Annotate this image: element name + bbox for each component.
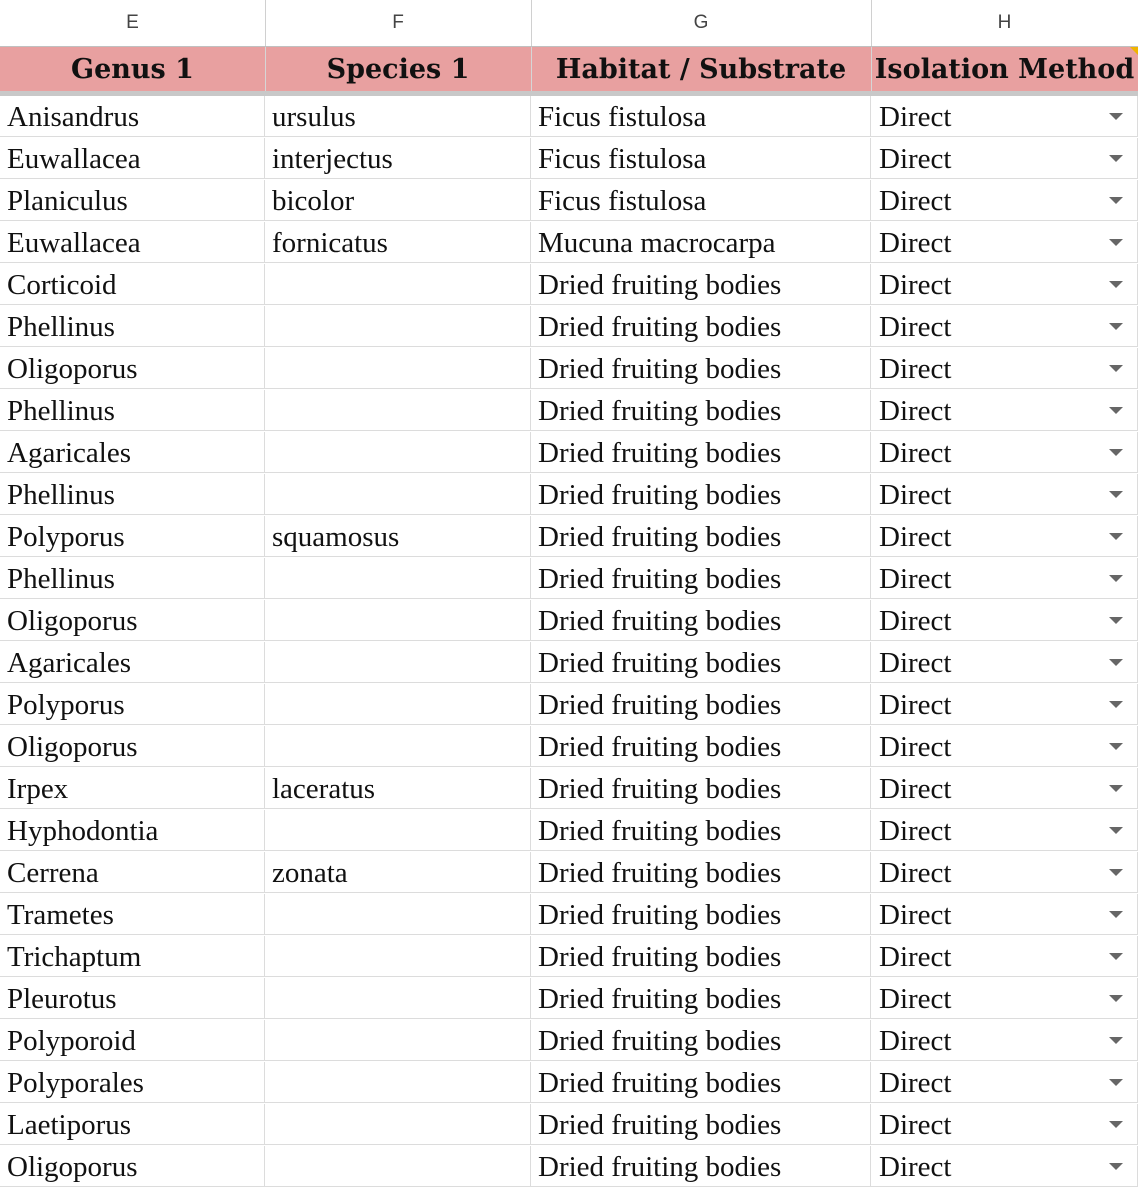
dropdown-value: Direct — [879, 1067, 952, 1099]
table-row — [0, 684, 1138, 726]
chevron-down-icon[interactable] — [1109, 617, 1123, 624]
chevron-down-icon[interactable] — [1109, 365, 1123, 372]
chevron-down-icon[interactable] — [1109, 281, 1123, 288]
table-row — [0, 1062, 1138, 1104]
dropdown-value: Direct — [879, 689, 952, 721]
cell-isolation-method-dropdown[interactable] — [871, 852, 1138, 893]
cell-genus[interactable]: Agaricales — [0, 432, 265, 473]
chevron-down-icon[interactable] — [1109, 533, 1123, 540]
chevron-down-icon[interactable] — [1109, 407, 1123, 414]
cell-genus[interactable]: Phellinus — [0, 306, 265, 347]
cell-habitat[interactable]: Dried fruiting bodies — [531, 474, 871, 515]
cell-species[interactable]: ursulus — [265, 96, 531, 137]
cell-genus[interactable]: Trichaptum — [0, 936, 265, 977]
cell-isolation-method-dropdown[interactable] — [871, 684, 1138, 725]
dropdown-value: Direct — [879, 899, 952, 931]
cell-habitat[interactable]: Ficus fistulosa — [531, 180, 871, 221]
cell-genus[interactable]: Oligoporus — [0, 726, 265, 767]
cell-habitat[interactable]: Dried fruiting bodies — [531, 978, 871, 1019]
cell-species[interactable] — [265, 978, 531, 1019]
table-row — [0, 936, 1138, 978]
cell-species[interactable] — [265, 558, 531, 599]
cell-habitat[interactable]: Dried fruiting bodies — [531, 558, 871, 599]
dropdown-value: Direct — [879, 1151, 952, 1183]
cell-habitat[interactable]: Dried fruiting bodies — [531, 726, 871, 767]
dropdown-value: Direct — [879, 185, 952, 217]
cell-species[interactable] — [265, 1020, 531, 1061]
cell-isolation-method-dropdown[interactable] — [871, 978, 1138, 1019]
cell-habitat[interactable]: Dried fruiting bodies — [531, 936, 871, 977]
cell-genus[interactable]: Pleurotus — [0, 978, 265, 1019]
table-row — [0, 894, 1138, 936]
dropdown-value: Direct — [879, 983, 952, 1015]
cell-species[interactable] — [265, 810, 531, 851]
header-genus[interactable]: Genus 1 — [0, 47, 266, 91]
chevron-down-icon[interactable] — [1109, 869, 1123, 876]
cell-habitat[interactable]: Dried fruiting bodies — [531, 390, 871, 431]
chevron-down-icon[interactable] — [1109, 659, 1123, 666]
cell-isolation-method-dropdown[interactable] — [871, 810, 1138, 851]
cell-species[interactable] — [265, 642, 531, 683]
cell-species[interactable] — [265, 348, 531, 389]
table-row — [0, 558, 1138, 600]
cell-isolation-method-dropdown[interactable] — [871, 600, 1138, 641]
cell-habitat[interactable]: Dried fruiting bodies — [531, 1020, 871, 1061]
cell-isolation-method-dropdown[interactable] — [871, 348, 1138, 389]
cell-genus[interactable]: Phellinus — [0, 390, 265, 431]
table-row — [0, 1104, 1138, 1146]
dropdown-value: Direct — [879, 731, 952, 763]
cell-species[interactable] — [265, 306, 531, 347]
cell-isolation-method-dropdown[interactable] — [871, 306, 1138, 347]
cell-isolation-method-dropdown[interactable] — [871, 726, 1138, 767]
cell-habitat[interactable]: Dried fruiting bodies — [531, 810, 871, 851]
table-row — [0, 978, 1138, 1020]
cell-habitat[interactable]: Dried fruiting bodies — [531, 264, 871, 305]
column-header-f[interactable]: F — [265, 0, 532, 46]
cell-species[interactable] — [265, 726, 531, 767]
table-row — [0, 1146, 1138, 1188]
table-row — [0, 768, 1138, 810]
table-row — [0, 390, 1138, 432]
cell-genus[interactable]: Anisandrus — [0, 96, 265, 137]
cell-genus[interactable]: Polyporoid — [0, 1020, 265, 1061]
cell-genus[interactable]: Hyphodontia — [0, 810, 265, 851]
cell-genus[interactable]: Euwallacea — [0, 222, 265, 263]
table-body — [0, 96, 1138, 1188]
dropdown-value: Direct — [879, 479, 952, 511]
cell-genus[interactable]: Corticoid — [0, 264, 265, 305]
chevron-down-icon[interactable] — [1109, 953, 1123, 960]
cell-isolation-method-dropdown[interactable] — [871, 642, 1138, 683]
cell-isolation-method-dropdown[interactable] — [871, 390, 1138, 431]
cell-habitat[interactable]: Dried fruiting bodies — [531, 600, 871, 641]
table-header-row — [0, 47, 1138, 91]
dropdown-value: Direct — [879, 941, 952, 973]
cell-genus[interactable]: Trametes — [0, 894, 265, 935]
dropdown-value: Direct — [879, 647, 952, 679]
table-row — [0, 600, 1138, 642]
column-header-h[interactable]: H — [871, 0, 1138, 46]
cell-isolation-method-dropdown[interactable] — [871, 894, 1138, 935]
dropdown-value: Direct — [879, 227, 952, 259]
dropdown-value: Direct — [879, 395, 952, 427]
cell-species[interactable]: interjectus — [265, 138, 531, 179]
cell-isolation-method-dropdown[interactable] — [871, 936, 1138, 977]
cell-isolation-method-dropdown[interactable] — [871, 558, 1138, 599]
cell-habitat[interactable]: Dried fruiting bodies — [531, 1146, 871, 1187]
cell-isolation-method-dropdown[interactable] — [871, 768, 1138, 809]
chevron-down-icon[interactable] — [1109, 995, 1123, 1002]
cell-habitat[interactable]: Dried fruiting bodies — [531, 1104, 871, 1145]
cell-habitat[interactable]: Dried fruiting bodies — [531, 348, 871, 389]
cell-species[interactable]: bicolor — [265, 180, 531, 221]
cell-isolation-method-dropdown[interactable] — [871, 96, 1138, 137]
chevron-down-icon[interactable] — [1109, 1163, 1123, 1170]
cell-genus[interactable]: Planiculus — [0, 180, 265, 221]
cell-isolation-method-dropdown[interactable] — [871, 432, 1138, 473]
cell-species[interactable] — [265, 684, 531, 725]
dropdown-value: Direct — [879, 353, 952, 385]
cell-habitat[interactable]: Dried fruiting bodies — [531, 432, 871, 473]
header-isolation-method[interactable]: Isolation Method — [871, 47, 1138, 91]
column-header-g[interactable]: G — [531, 0, 872, 46]
cell-species[interactable] — [265, 1104, 531, 1145]
chevron-down-icon[interactable] — [1109, 197, 1123, 204]
cell-habitat[interactable]: Ficus fistulosa — [531, 96, 871, 137]
chevron-down-icon[interactable] — [1109, 701, 1123, 708]
dropdown-value: Direct — [879, 773, 952, 805]
chevron-down-icon[interactable] — [1109, 1121, 1123, 1128]
table-row — [0, 348, 1138, 390]
chevron-down-icon[interactable] — [1109, 155, 1123, 162]
chevron-down-icon[interactable] — [1109, 1079, 1123, 1086]
dropdown-value: Direct — [879, 605, 952, 637]
cell-habitat[interactable]: Dried fruiting bodies — [531, 306, 871, 347]
cell-species[interactable]: zonata — [265, 852, 531, 893]
chevron-down-icon[interactable] — [1109, 743, 1123, 750]
chevron-down-icon[interactable] — [1109, 1037, 1123, 1044]
cell-isolation-method-dropdown[interactable] — [871, 222, 1138, 263]
cell-species[interactable] — [265, 390, 531, 431]
cell-species[interactable] — [265, 432, 531, 473]
cell-isolation-method-dropdown[interactable] — [871, 1146, 1138, 1187]
cell-habitat[interactable]: Dried fruiting bodies — [531, 1062, 871, 1103]
cell-genus[interactable]: Agaricales — [0, 642, 265, 683]
dropdown-value: Direct — [879, 521, 952, 553]
dropdown-value: Direct — [879, 1025, 952, 1057]
table-row — [0, 852, 1138, 894]
cell-species[interactable] — [265, 1146, 531, 1187]
chevron-down-icon[interactable] — [1109, 491, 1123, 498]
cell-isolation-method-dropdown[interactable] — [871, 516, 1138, 557]
table-row — [0, 1020, 1138, 1062]
chevron-down-icon[interactable] — [1109, 575, 1123, 582]
table-row — [0, 642, 1138, 684]
cell-genus[interactable]: Polyporus — [0, 516, 265, 557]
chevron-down-icon[interactable] — [1109, 113, 1123, 120]
dropdown-value: Direct — [879, 437, 952, 469]
chevron-down-icon[interactable] — [1109, 827, 1123, 834]
dropdown-value: Direct — [879, 563, 952, 595]
chevron-down-icon[interactable] — [1109, 239, 1123, 246]
cell-isolation-method-dropdown[interactable] — [871, 1020, 1138, 1061]
dropdown-value: Direct — [879, 857, 952, 889]
cell-species[interactable]: squamosus — [265, 516, 531, 557]
table-row — [0, 138, 1138, 180]
table-row — [0, 306, 1138, 348]
header-habitat[interactable]: Habitat / Substrate — [531, 47, 872, 91]
table-row — [0, 432, 1138, 474]
cell-isolation-method-dropdown[interactable] — [871, 1104, 1138, 1145]
table-row — [0, 264, 1138, 306]
table-row — [0, 180, 1138, 222]
cell-genus[interactable]: Oligoporus — [0, 1146, 265, 1187]
cell-habitat[interactable]: Ficus fistulosa — [531, 138, 871, 179]
table-row — [0, 222, 1138, 264]
cell-species[interactable] — [265, 1062, 531, 1103]
table-row — [0, 96, 1138, 138]
cell-habitat[interactable]: Mucuna macrocarpa — [531, 222, 871, 263]
dropdown-value: Direct — [879, 815, 952, 847]
cell-habitat[interactable]: Dried fruiting bodies — [531, 768, 871, 809]
column-header-e[interactable]: E — [0, 0, 266, 46]
cell-isolation-method-dropdown[interactable] — [871, 1062, 1138, 1103]
column-letter-header — [0, 0, 1138, 47]
comment-indicator-icon — [1130, 47, 1138, 55]
table-row — [0, 810, 1138, 852]
cell-species[interactable]: fornicatus — [265, 222, 531, 263]
cell-species[interactable]: laceratus — [265, 768, 531, 809]
dropdown-value: Direct — [879, 1109, 952, 1141]
cell-genus[interactable]: Polyporus — [0, 684, 265, 725]
cell-genus[interactable]: Euwallacea — [0, 138, 265, 179]
cell-genus[interactable]: Phellinus — [0, 558, 265, 599]
cell-genus[interactable]: Oligoporus — [0, 600, 265, 641]
cell-isolation-method-dropdown[interactable] — [871, 138, 1138, 179]
cell-genus[interactable]: Oligoporus — [0, 348, 265, 389]
cell-species[interactable] — [265, 264, 531, 305]
chevron-down-icon[interactable] — [1109, 323, 1123, 330]
cell-habitat[interactable]: Dried fruiting bodies — [531, 642, 871, 683]
cell-species[interactable] — [265, 474, 531, 515]
cell-genus[interactable]: Polyporales — [0, 1062, 265, 1103]
chevron-down-icon[interactable] — [1109, 449, 1123, 456]
cell-genus[interactable]: Laetiporus — [0, 1104, 265, 1145]
dropdown-value: Direct — [879, 311, 952, 343]
cell-habitat[interactable]: Dried fruiting bodies — [531, 894, 871, 935]
cell-genus[interactable]: Cerrena — [0, 852, 265, 893]
cell-species[interactable] — [265, 936, 531, 977]
cell-genus[interactable]: Phellinus — [0, 474, 265, 515]
cell-habitat[interactable]: Dried fruiting bodies — [531, 684, 871, 725]
cell-species[interactable] — [265, 894, 531, 935]
table-row — [0, 474, 1138, 516]
cell-genus[interactable]: Irpex — [0, 768, 265, 809]
cell-isolation-method-dropdown[interactable] — [871, 474, 1138, 515]
cell-habitat[interactable]: Dried fruiting bodies — [531, 516, 871, 557]
cell-isolation-method-dropdown[interactable] — [871, 180, 1138, 221]
cell-isolation-method-dropdown[interactable] — [871, 264, 1138, 305]
dropdown-value: Direct — [879, 143, 952, 175]
header-species[interactable]: Species 1 — [265, 47, 532, 91]
table-row — [0, 726, 1138, 768]
cell-species[interactable] — [265, 600, 531, 641]
dropdown-value: Direct — [879, 101, 952, 133]
chevron-down-icon[interactable] — [1109, 785, 1123, 792]
table-row — [0, 516, 1138, 558]
dropdown-value: Direct — [879, 269, 952, 301]
chevron-down-icon[interactable] — [1109, 911, 1123, 918]
cell-habitat[interactable]: Dried fruiting bodies — [531, 852, 871, 893]
